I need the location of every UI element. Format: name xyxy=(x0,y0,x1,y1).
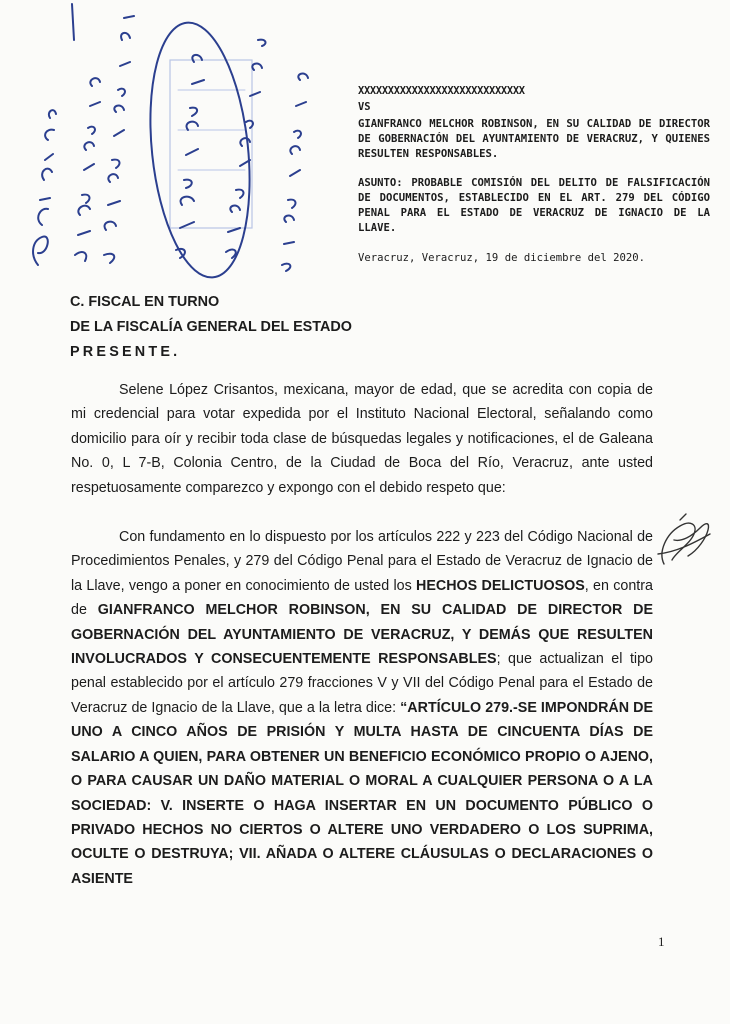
versus-label: VS xyxy=(358,101,371,113)
complainant-redacted: XXXXXXXXXXXXXXXXXXXXXXXXXXXX xyxy=(358,85,525,97)
body-paragraph-1: Selene López Crisantos, mexicana, mayor de edad, que se acredita con copia de mi credencial para votar expedida por el Instituto Nacional Electoral, señalando como domicilio para oír y recibir toda clase de búsquedas legales y notificaciones, el de Galeana No. 0, L 7-B, Colonia Centro, de la Ciudad de Boca del Río, Veracruz, ante usted respetuosamente comparezco y expongo con el debido respeto que: xyxy=(71,382,653,496)
addressee-line-2: DE LA FISCALÍA GENERAL DEL ESTADO xyxy=(70,319,352,335)
p2-hechos: HECHOS DELICTUOSOS xyxy=(416,577,585,594)
margin-signature xyxy=(650,510,722,570)
p2-text-a: Con fundamento en lo dispuesto por los artículos 222 y 223 del Código Nacional de Procedimientos Penales, y 279 del Código Penal para el Estado de Veracruz de Ignacio de la Llave, vengo a poner en conocimiento de usted los xyxy=(71,529,653,594)
addressee-line-3: PRESENTE. xyxy=(70,344,181,360)
case-header xyxy=(358,84,710,266)
body-paragraph-2 xyxy=(71,525,653,891)
p2-article-quote: “ARTÍCULO 279.-SE IMPONDRÁN DE UNO A CINCO AÑOS DE PRISIÓN Y MULTA HASTA DE CINCUENTA DÍAS DE SALARIO A QUIEN, PARA OBTENER UN BENEFICIO ECONÓMICO PROPIO O AJENO, O PARA CAUSAR UN DAÑO MATERIAL O MORAL A CUALQUIER PERSONA O A LA SOCIEDAD: V. INSERTE O HAGA INSERTAR EN UN DOCUMENTO PÚBLICO O PRIVADO HECHOS NO CIERTOS O ALTERE UNO VERDADERO O LOS SUPRIMA, OCULTE O DESTRUYA; VII. AÑADA O ALTERE CLÁUSULAS O DECLARACIONES O ASIENTE xyxy=(71,699,653,887)
p2-respondent-bold: GIANFRANCO MELCHOR ROBINSON, EN SU CALIDAD DE DIRECTOR DE GOBERNACIÓN DEL AYUNTAMIENTO DE VERACRUZ, Y DEMÁS QUE RESULTEN INVOLUCRADOS Y CONSECUENTEMENTE RESPONSABLES xyxy=(71,602,654,668)
p2-text-c: , en contra de xyxy=(71,577,653,619)
respondents-text: GIANFRANCO MELCHOR ROBINSON, EN SU CALIDAD DE DIRECTOR DE GOBERNACIÓN DEL AYUNTAMIENTO DE VERACRUZ, Y QUIENES RESULTEN RESPONSABLES. xyxy=(358,118,710,160)
p2-text-e: ; que actualizan el tipo penal establecido por el artículo 279 fracciones V y VII del Código Penal para el Estado de Veracruz de Ignacio de la Llave, que a la letra dice: xyxy=(71,651,653,716)
addressee-line-1: C. FISCAL EN TURNO xyxy=(70,294,220,310)
signature-graphic xyxy=(650,510,722,570)
place-date: Veracruz, Veracruz, 19 de diciembre del 2020. xyxy=(358,252,646,264)
page-number: 1 xyxy=(658,934,665,949)
document-body xyxy=(71,378,653,891)
addressee-block xyxy=(70,290,470,365)
handwriting-graphic xyxy=(0,0,330,290)
receipt-stamp-annotation xyxy=(0,0,330,290)
subject-text: ASUNTO: PROBABLE COMISIÓN DEL DELITO DE FALSIFICACIÓN DE DOCUMENTOS, ESTABLECIDO EN EL ART. 279 DEL CÓDIGO PENAL PARA EL ESTADO DE VERACRUZ DE IGNACIO DE LA LLAVE. xyxy=(358,177,710,234)
